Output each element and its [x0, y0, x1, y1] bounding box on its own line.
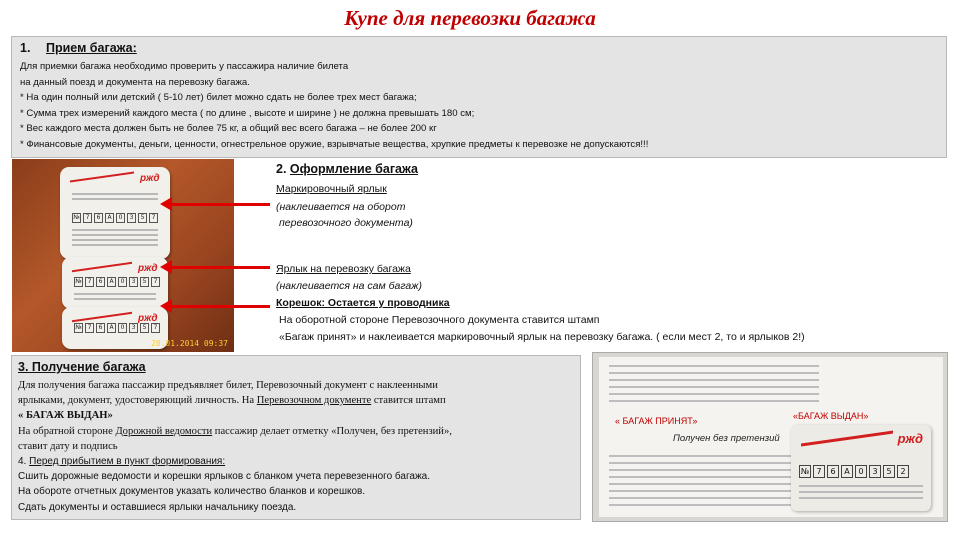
baggage-delivery-panel: [11, 355, 581, 520]
tag-label-note: (наклеивается на сам багаж): [276, 280, 422, 292]
section2-title: Оформление багажа: [289, 162, 418, 176]
section1-line: * Сумма трех измерений каждого места ( по длине , высоте и ширине ) не должна превышать 180 см;: [20, 107, 475, 119]
rzd-logo-icon: ржд: [897, 431, 923, 446]
section1-heading: [20, 41, 938, 55]
digit-box: А: [107, 277, 116, 287]
transport-document-link: Перевозочном документе: [256, 395, 372, 407]
digit-box: 7: [85, 323, 94, 333]
arrow-left-icon: [170, 305, 270, 308]
text-fragment: 4.: [18, 456, 30, 468]
stamp-instruction: На оборотной стороне Перевозочного документа ставится штамп: [279, 314, 600, 326]
text-lines: [72, 229, 158, 249]
section3-line: Сшить дорожные ведомости и корешки ярлыков с бланком учета перевезенного багажа.: [18, 471, 431, 483]
digit-box: 0: [118, 323, 127, 333]
baggage-issued-stamp: «БАГАЖ ВЫДАН»: [793, 411, 869, 421]
section3-line: ставит дату и подпись: [18, 440, 118, 452]
text-fragment: пассажир делает отметку «Получен, без претензий»,: [212, 425, 452, 437]
digit-box: А: [841, 465, 853, 478]
stub-label: Корешок: Остается у проводника: [276, 297, 450, 309]
digit-box: 7: [151, 323, 160, 333]
text-fragment: ярлыками, документ, удостоверяющий личность. На: [18, 395, 257, 407]
section1-number: 1.: [20, 41, 31, 55]
page-title: Купе для перевозки багажа: [344, 6, 596, 30]
before-arrival-heading: Перед прибытием в пункт формирования:: [29, 456, 226, 468]
tag-label-title: Ярлык на перевозку багажа: [276, 263, 411, 275]
text-lines: [799, 485, 923, 503]
section3-line: Для получения багажа пассажир предъявляет билет, Перевозочный документ с наклеенными: [18, 380, 438, 391]
digit-box: А: [105, 213, 114, 223]
digit-box: №: [800, 467, 810, 476]
digit-box: 0: [118, 277, 127, 287]
tag-label-card: [62, 257, 168, 309]
text-fragment: На обратной стороне: [18, 425, 116, 437]
baggage-accepted-stamp: « БАГАЖ ПРИНЯТ»: [615, 416, 698, 426]
digit-box: 7: [83, 213, 92, 223]
digit-box: 7: [151, 277, 160, 287]
text-lines: [609, 365, 819, 407]
ticket-number-boxes: [74, 323, 160, 333]
marker-label-note: перевозочного документа): [279, 217, 413, 229]
marker-label-card: [791, 425, 931, 511]
section2-heading: [276, 162, 418, 176]
road-register-link: Дорожной ведомости: [115, 425, 213, 437]
section1-line: * На один полный или детский ( 5-10 лет) билет можно сдать не более трех мест багажа;: [20, 92, 417, 104]
arrow-left-icon: [170, 203, 270, 206]
logo-stripe: [72, 262, 132, 272]
digit-box: 5: [140, 323, 149, 333]
digit-box: 7: [149, 213, 158, 223]
section1-line: на данный поезд и документа на перевозку багажа.: [20, 76, 250, 88]
digit-box: 6: [94, 213, 103, 223]
transport-document-photo: [592, 352, 948, 522]
digit-box: №: [75, 278, 82, 285]
digit-box: №: [73, 214, 80, 221]
marker-label-title: Маркировочный ярлык: [276, 183, 387, 195]
digit-box: 2: [897, 465, 909, 478]
digit-box: 7: [813, 465, 825, 478]
digit-box: 3: [127, 213, 136, 223]
digit-box: 3: [869, 465, 881, 478]
arrow-left-icon: [170, 266, 270, 269]
photo-timestamp: 28.01.2014 09:37: [150, 339, 228, 348]
digit-box: А: [107, 323, 116, 333]
logo-stripe: [801, 431, 893, 447]
text-lines: [609, 455, 819, 511]
text-lines: [72, 193, 158, 203]
section1-title: Прием багажа:: [46, 41, 137, 55]
digit-box: 0: [855, 465, 867, 478]
rzd-logo-icon: ржд: [138, 263, 158, 274]
baggage-acceptance-panel: [11, 36, 947, 158]
section3-stamp-text: « БАГАЖ ВЫДАН»: [18, 410, 113, 422]
marker-label-card: [60, 167, 170, 259]
section1-line: * Вес каждого места должен быть не более 75 кг, а общий вес всего багажа – не более 200 кг: [20, 123, 437, 135]
stamp-instruction: «Багаж принят» и наклеивается маркировочный ярлык на перевозку багажа. ( если мест 2, то и ярлыков 2!): [279, 331, 805, 343]
marker-label-note: (наклеивается на оборот: [276, 201, 406, 213]
digit-box: 7: [85, 277, 94, 287]
digit-box: 0: [116, 213, 125, 223]
digit-box: 6: [827, 465, 839, 478]
ticket-number-boxes: [74, 277, 160, 287]
digit-box: №: [75, 324, 82, 331]
baggage-labels-photo: [12, 159, 234, 352]
ticket-number-boxes: [72, 213, 158, 223]
text-fragment: ставится штамп: [371, 395, 446, 407]
digit-box: 6: [96, 277, 105, 287]
ticket-number-boxes: [799, 465, 909, 478]
section3-line: [18, 393, 574, 408]
digit-box: 5: [883, 465, 895, 478]
rzd-logo-icon: ржд: [140, 173, 160, 184]
section2-number: 2.: [276, 162, 287, 176]
section3-line: На обороте отчетных документов указать количество бланков и корешков.: [18, 486, 366, 498]
logo-stripe: [72, 312, 132, 322]
section3-heading: 3. Получение багажа: [18, 360, 146, 374]
section1-line: * Финансовые документы, деньги, ценности, огнестрельное оружие, взрывчатые вещества, хрупкие предметы к перевозке не допускаются!!!: [20, 138, 649, 150]
text-lines: [74, 293, 156, 303]
digit-box: 3: [129, 323, 138, 333]
digit-box: 3: [129, 277, 138, 287]
digit-box: 5: [140, 277, 149, 287]
logo-stripe: [70, 172, 134, 183]
section3-line: [18, 454, 574, 469]
rzd-logo-icon: ржд: [138, 313, 158, 324]
digit-box: 5: [138, 213, 147, 223]
no-claims-note: Получен без претензий: [673, 433, 780, 444]
section1-line: Для приемки багажа необходимо проверить у пассажира наличие билета: [20, 61, 349, 72]
section3-line: Сдать документы и оставшиеся ярлыки начальнику поезда.: [18, 501, 297, 513]
digit-box: 6: [96, 323, 105, 333]
section3-line: [18, 424, 574, 439]
